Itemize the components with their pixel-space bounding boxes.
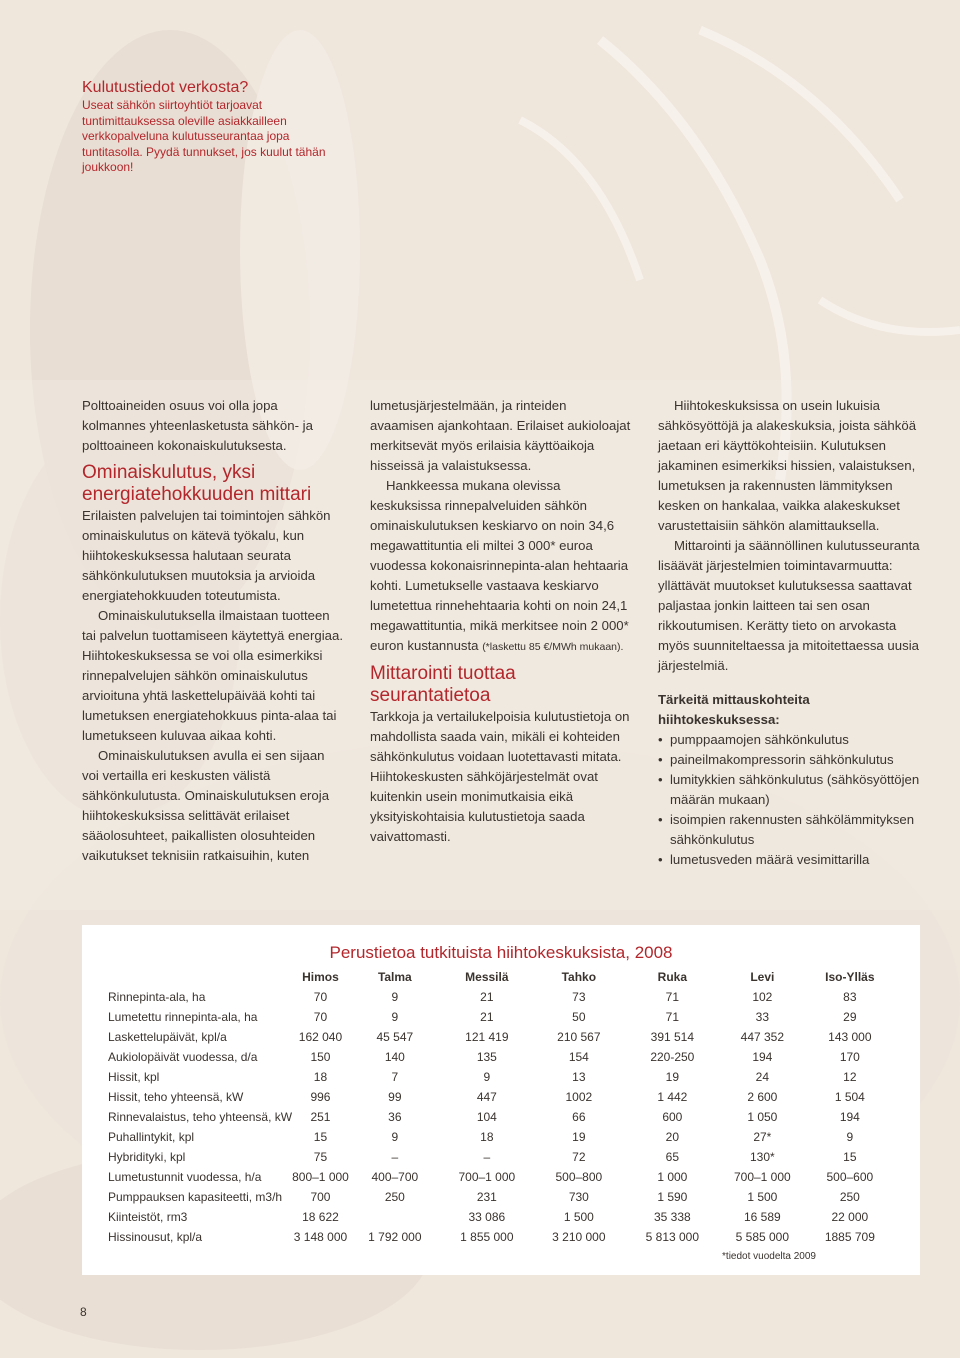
table-cell: 1 000 — [657, 1170, 688, 1184]
table-cell: 1 442 — [657, 1090, 688, 1104]
table-cell: 391 514 — [650, 1030, 695, 1044]
table-cell: 15 — [313, 1130, 328, 1144]
table-cell: 35 338 — [653, 1210, 691, 1224]
table-cell: 700 — [310, 1190, 331, 1204]
table-cell: 700–1 000 — [458, 1170, 516, 1184]
row-label: Hybridityki, kpl — [108, 1150, 186, 1164]
table-cell: 135 — [476, 1050, 497, 1064]
table-cell: 251 — [310, 1110, 331, 1124]
section-heading-mittarointi: Mittarointi tuottaa seurantatietoa — [370, 663, 516, 706]
table-cell: 3 210 000 — [552, 1230, 606, 1244]
table-row — [108, 1207, 895, 1227]
paragraph — [370, 476, 632, 657]
table-row — [108, 1167, 895, 1187]
table-cell: 1 050 — [747, 1110, 778, 1124]
table-cell: 5 813 000 — [645, 1230, 700, 1244]
list-heading: Tärkeitä mittauskohteita hiihtokeskuksessa: — [658, 692, 810, 727]
measurement-list — [658, 730, 920, 870]
paragraph: Tarkkoja ja vertailukelpoisia kulutustietoja on mahdollista saada vain, mikäli ei kohteiden sähkönkulutus voidaan luotettavasti mitata. Hiihtokeskusten sähköjärjestelmät ovat kuitenkin usein monimutkaisia eikä yksityiskohtaisia kulutustietoja saada vaivattomasti. — [370, 709, 630, 844]
table-cell: 50 — [572, 1010, 586, 1024]
table-cell: 7 — [391, 1070, 399, 1084]
table-cell: 45 547 — [376, 1030, 414, 1044]
table-cell: 33 086 — [468, 1210, 506, 1224]
table-cell: 1885 709 — [824, 1230, 875, 1244]
table-header-row — [108, 967, 895, 987]
table-cell: 150 — [310, 1050, 331, 1064]
table-cell: 194 — [752, 1050, 773, 1064]
table-body — [108, 987, 895, 1247]
table-cell: 27* — [753, 1130, 772, 1144]
table-cell: 162 040 — [298, 1030, 343, 1044]
column-2 — [370, 396, 632, 847]
table-cell: 18 622 — [302, 1210, 339, 1224]
table-cell: 99 — [388, 1090, 402, 1104]
row-label: Aukiolopäivät vuodessa, d/a — [108, 1050, 258, 1064]
table-cell: 210 567 — [557, 1030, 601, 1044]
table-cell: 29 — [843, 1010, 857, 1024]
table-cell: 9 — [391, 990, 399, 1004]
table-cell: 70 — [313, 1010, 328, 1024]
table-cell: 194 — [839, 1110, 860, 1124]
page-number: 8 — [80, 1305, 87, 1319]
table-cell: 9 — [846, 1130, 854, 1144]
table-cell: 447 352 — [740, 1030, 785, 1044]
table-cell: – — [391, 1150, 399, 1164]
table-cell: 1 500 — [563, 1210, 594, 1224]
table-cell: 21 — [480, 990, 494, 1004]
paragraph: Mittarointi ja säännöllinen kulutusseuranta lisäävät järjestelmien toimintavarmuutta: yllättävät muutokset kulutuksessa saattavat paljastaa jonkin laitteen tai sen osan rikkoutumisen. Kerätty tieto on arvokasta myös suunniteltaessa ja mitoitettaessa uusia järjestelmiä. — [658, 538, 920, 673]
list-item: • lumitykkien sähkönkulutus (sähkösyöttöjen määrän mukaan) — [658, 770, 920, 810]
paragraph-text: Hankkeessa mukana olevissa keskuksissa rinnepalveluiden sähkön ominaiskulutuksen keskiarvo on noin 34,6 megawattituntia eli miltei 3 000* euroa vuodessa kokonaisrinnepinta-alan hehtaaria kohti. Lumetukselle vastaava keskiarvo lumetettua rinnehehtaaria kohti on noin 24,1 megawattituntia, mikä merkitsee noin 2 000* euron kustannusta — [370, 478, 629, 653]
header-cell: Talma — [377, 970, 412, 984]
table-row — [108, 1007, 895, 1027]
paragraph: Erilaisten palvelujen tai toimintojen sähkön ominaiskulutus on kätevä työkalu, kun hiihtokeskuksessa halutaan seurata sähkönkulutuksen muutoksia ja arvioida energiatehokkuuden toteutumista. — [82, 508, 331, 603]
header-cell: Levi — [750, 970, 775, 984]
table-cell: 143 000 — [828, 1030, 872, 1044]
ski-resort-table — [108, 967, 895, 1247]
table-cell: 1 500 — [747, 1190, 778, 1204]
table-cell: 104 — [476, 1110, 497, 1124]
table-cell: 71 — [665, 990, 680, 1004]
row-label: Kiinteistöt, rm3 — [108, 1210, 188, 1224]
table-cell: 9 — [391, 1010, 399, 1024]
table-cell: 996 — [310, 1090, 331, 1104]
table-cell: 12 — [843, 1070, 857, 1084]
table-cell: – — [483, 1150, 491, 1164]
table-cell: 36 — [388, 1110, 402, 1124]
row-label: Lumetettu rinnepinta-ala, ha — [108, 1010, 258, 1024]
row-label: Rinnepinta-ala, ha — [108, 990, 206, 1004]
table-cell: 140 — [384, 1050, 405, 1064]
paragraph: Ominaiskulutuksella ilmaistaan tuotteen tai palvelun tuottamiseen käytettyä energiaa. Hiihtokeskuksessa se voi olla esimerkiksi rinnepalvelujen sähkön ominaiskulutus arvioituna yhtä laskettelupäivää kohti tai lumetuksen energiatehokkuus pinta-alaa tai lumetukseen kuluvaa aikaa kohti. — [82, 608, 343, 743]
section-heading-ominaiskulutus: Ominaiskulutus, yksi energiatehokkuuden mittari — [82, 462, 312, 505]
table-cell: 24 — [755, 1070, 770, 1084]
table-cell: 21 — [480, 1010, 494, 1024]
table-cell: 9 — [483, 1070, 491, 1084]
table-cell: 5 585 000 — [735, 1230, 790, 1244]
row-label: Pumppauksen kapasiteetti, m3/h — [108, 1190, 283, 1204]
table-cell: 19 — [572, 1130, 586, 1144]
table-cell: 447 — [476, 1090, 497, 1104]
table-cell: 83 — [843, 990, 857, 1004]
row-label: Hissit, teho yhteensä, kW — [108, 1090, 244, 1104]
table-cell: 65 — [665, 1150, 680, 1164]
info-box-text: Useat sähkön siirtoyhtiöt tarjoavat tuntimittauksessa oleville asiakkailleen verkkopalveluna kulutusseurantaa jopa tuntitasolla. Pyydä tunnukset, jos kuulut tähän joukkoon! — [82, 98, 326, 174]
table-cell: 70 — [313, 990, 328, 1004]
table-cell: 400–700 — [371, 1170, 419, 1184]
column-1 — [82, 396, 344, 866]
table-cell: 1 590 — [657, 1190, 688, 1204]
paragraph: lumetusjärjestelmään, ja rinteiden avaamisen ajankohtaan. Erilaiset aukioloajat merkitsevät myös erilaisia käyttöaikoja hisseissä ja valaistuksessa. — [370, 398, 631, 473]
table-cell: 72 — [572, 1150, 586, 1164]
info-box — [82, 78, 352, 176]
table-cell: 33 — [755, 1010, 770, 1024]
table-row — [108, 1087, 895, 1107]
table-cell: 600 — [662, 1110, 683, 1124]
table-cell: 1 855 000 — [460, 1230, 514, 1244]
table-cell: 700–1 000 — [733, 1170, 791, 1184]
table-cell: 1 792 000 — [368, 1230, 422, 1244]
table-cell: 19 — [665, 1070, 680, 1084]
header-cell: Ruka — [657, 970, 688, 984]
table-cell: 20 — [665, 1130, 680, 1144]
table-cell: 1002 — [565, 1090, 593, 1104]
table-cell: 170 — [839, 1050, 860, 1064]
intro-paragraph: Polttoaineiden osuus voi olla jopa kolmannes yhteenlasketusta sähkön- ja polttoaineen kokonaiskulutuksesta. — [82, 398, 313, 453]
table-cell: 121 419 — [465, 1030, 509, 1044]
table-title: Perustietoa tutkituista hiihtokeskuksista, 2008 — [329, 943, 673, 962]
table-cell: 75 — [313, 1150, 328, 1164]
table-row — [108, 1187, 895, 1207]
list-item: • lumetusveden määrä vesimittarilla — [658, 850, 920, 870]
table-cell: 13 — [572, 1070, 586, 1084]
table-row — [108, 1067, 895, 1087]
table-cell: 66 — [572, 1110, 586, 1124]
row-label: Puhallintykit, kpl — [108, 1130, 195, 1144]
table-cell: 500–800 — [555, 1170, 603, 1184]
table-cell: 22 000 — [831, 1210, 869, 1224]
header-cell: Messilä — [465, 970, 509, 984]
footnote-cost: (*laskettu 85 €/MWh mukaan). — [482, 641, 624, 653]
table-cell: 800–1 000 — [292, 1170, 349, 1184]
table-footnote: *tiedot vuodelta 2009 — [722, 1251, 816, 1262]
table-cell: 3 148 000 — [293, 1230, 348, 1244]
row-label: Lumetustunnit vuodessa, h/a — [108, 1170, 262, 1184]
row-label: Rinnevalaistus, teho yhteensä, kW — [108, 1110, 293, 1124]
table-cell: 102 — [752, 990, 773, 1004]
header-cell: Himos — [302, 970, 339, 984]
table-cell: 73 — [572, 990, 586, 1004]
header-cell: Iso-Ylläs — [825, 970, 875, 984]
list-item: • pumppaamojen sähkönkulutus — [658, 730, 920, 750]
table-cell: 71 — [665, 1010, 680, 1024]
table-cell: 9 — [391, 1130, 399, 1144]
table-cell: 18 — [480, 1130, 494, 1144]
paragraph: Ominaiskulutuksen avulla ei sen sijaan voi vertailla eri keskusten välistä sähkönkulutusta. Ominaiskulutuksen eroja hiihtokeskuksissa selittävät erilaiset sääolosuhteet, paikallisten olosuhteiden vaikutukset teknisiin ratkaisuihin, kuten — [82, 748, 330, 863]
table-cell: 154 — [568, 1050, 589, 1064]
header-cell: Tahko — [561, 970, 597, 984]
row-label: Laskettelupäivät, kpl/a — [108, 1030, 227, 1044]
table-row — [108, 1147, 895, 1167]
paragraph: Hiihtokeskuksissa on usein lukuisia sähkösyöttöjä ja alakeskuksia, joista sähköä jaetaan eri käyttökohteisiin. Kulutuksen jakaminen esimerkiksi hissien, valaistuksen, lumetuksen ja rakennusten lämmityksen kesken on hankalaa, vaikka alakeskukset varustettaisiin sähkön alamittauksella. — [658, 398, 917, 533]
table-cell: 2 600 — [747, 1090, 778, 1104]
table-row — [108, 1027, 895, 1047]
table-cell: 130* — [749, 1150, 775, 1164]
table-row — [108, 1107, 895, 1127]
ski-resort-table-box — [82, 925, 920, 1275]
list-item: • isoimpien rakennusten sähkölämmityksen sähkönkulutus — [658, 810, 920, 850]
table-cell: 250 — [839, 1190, 860, 1204]
row-label: Hissinousut, kpl/a — [108, 1230, 203, 1244]
table-cell: 500–600 — [826, 1170, 874, 1184]
info-box-title: Kulutustiedot verkosta? — [82, 79, 249, 96]
table-cell: 1 504 — [834, 1090, 865, 1104]
table-cell: 18 — [313, 1070, 328, 1084]
table-cell: 16 589 — [743, 1210, 781, 1224]
list-item: • paineilmakompressorin sähkönkulutus — [658, 750, 920, 770]
table-row — [108, 1127, 895, 1147]
row-label: Hissit, kpl — [108, 1070, 160, 1084]
header-cell — [108, 967, 292, 987]
table-cell: 730 — [568, 1190, 589, 1204]
table-cell — [349, 1207, 441, 1227]
table-cell: 15 — [843, 1150, 857, 1164]
table-cell: 231 — [476, 1190, 497, 1204]
table-row — [108, 987, 895, 1007]
table-cell: 250 — [384, 1190, 405, 1204]
table-row — [108, 1227, 895, 1247]
table-row — [108, 1047, 895, 1067]
table-cell: 220-250 — [650, 1050, 695, 1064]
column-3 — [658, 396, 920, 870]
